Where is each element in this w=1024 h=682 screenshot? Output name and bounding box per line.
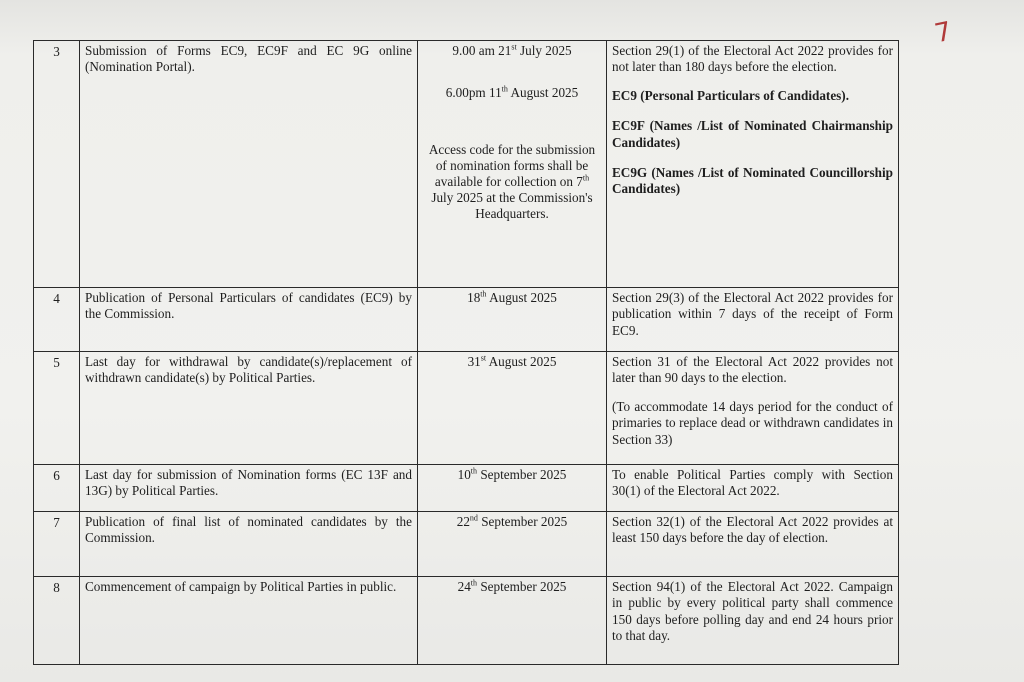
table-row	[34, 41, 899, 288]
table-row	[34, 465, 899, 512]
row-number: 3	[34, 41, 80, 288]
activity-description: Last day for submission of Nomination forms (EC 13F and 13G) by Political Parties.	[80, 465, 418, 512]
activity-description: Submission of Forms EC9, EC9F and EC 9G online (Nomination Portal).	[80, 41, 418, 288]
form-ec9f: EC9F (Names /List of Nominated Chairmanship Candidates)	[612, 118, 893, 150]
form-ec9: EC9 (Personal Particulars of Candidates).	[612, 87, 849, 103]
legal-remarks	[607, 41, 899, 288]
activity-date: 10th September 2025	[418, 465, 607, 512]
activity-description: Commencement of campaign by Political Parties in public.	[80, 577, 418, 665]
election-timetable	[33, 40, 899, 665]
activity-date: 18th August 2025	[418, 288, 607, 352]
table-row	[34, 512, 899, 577]
legal-remarks: Section 32(1) of the Electoral Act 2022 provides at least 150 days before the day of election.	[607, 512, 899, 577]
date-start: 9.00 am 21st July 2025	[452, 42, 572, 58]
activity-description: Publication of final list of nominated candidates by the Commission.	[80, 512, 418, 577]
legal-remarks: Section 94(1) of the Electoral Act 2022. Campaign in public by every political party shall commence 150 days before polling day and end 24 hours prior to that day.	[607, 577, 899, 665]
table-row	[34, 577, 899, 665]
row-number: 4	[34, 288, 80, 352]
legal-remarks: To enable Political Parties comply with Section 30(1) of the Electoral Act 2022.	[607, 465, 899, 512]
activity-date: 31st August 2025	[418, 352, 607, 465]
table-row	[34, 352, 899, 465]
handwritten-page-number: 7	[932, 16, 955, 50]
row-number: 5	[34, 352, 80, 465]
activity-date: 22nd September 2025	[418, 512, 607, 577]
activity-description: Last day for withdrawal by candidate(s)/replacement of withdrawn candidate(s) by Political Parties.	[80, 352, 418, 465]
table-row	[34, 288, 899, 352]
remark-text: Section 29(1) of the Electoral Act 2022 provides for not later than 180 days before the election.	[612, 43, 893, 75]
date-end: 6.00pm 11th August 2025	[445, 85, 579, 101]
access-code-note: Access code for the submission of nomination forms shall be available for collection on 7th July 2025 at the Commission's Headquarters.	[428, 141, 596, 221]
form-ec9g: EC9G (Names /List of Nominated Councillorship Candidates)	[612, 165, 893, 197]
activity-description: Publication of Personal Particulars of candidates (EC9) by the Commission.	[80, 288, 418, 352]
remark-text: (To accommodate 14 days period for the conduct of primaries to replace dead or withdrawn candidates in Section 33)	[612, 398, 893, 447]
remark-text: Section 31 of the Electoral Act 2022 provides not later than 90 days to the election.	[612, 354, 893, 386]
legal-remarks	[607, 352, 899, 465]
row-number: 7	[34, 512, 80, 577]
activity-date	[418, 41, 607, 288]
row-number: 6	[34, 465, 80, 512]
activity-date: 24th September 2025	[418, 577, 607, 665]
legal-remarks: Section 29(3) of the Electoral Act 2022 provides for publication within 7 days of the receipt of Form EC9.	[607, 288, 899, 352]
row-number: 8	[34, 577, 80, 665]
